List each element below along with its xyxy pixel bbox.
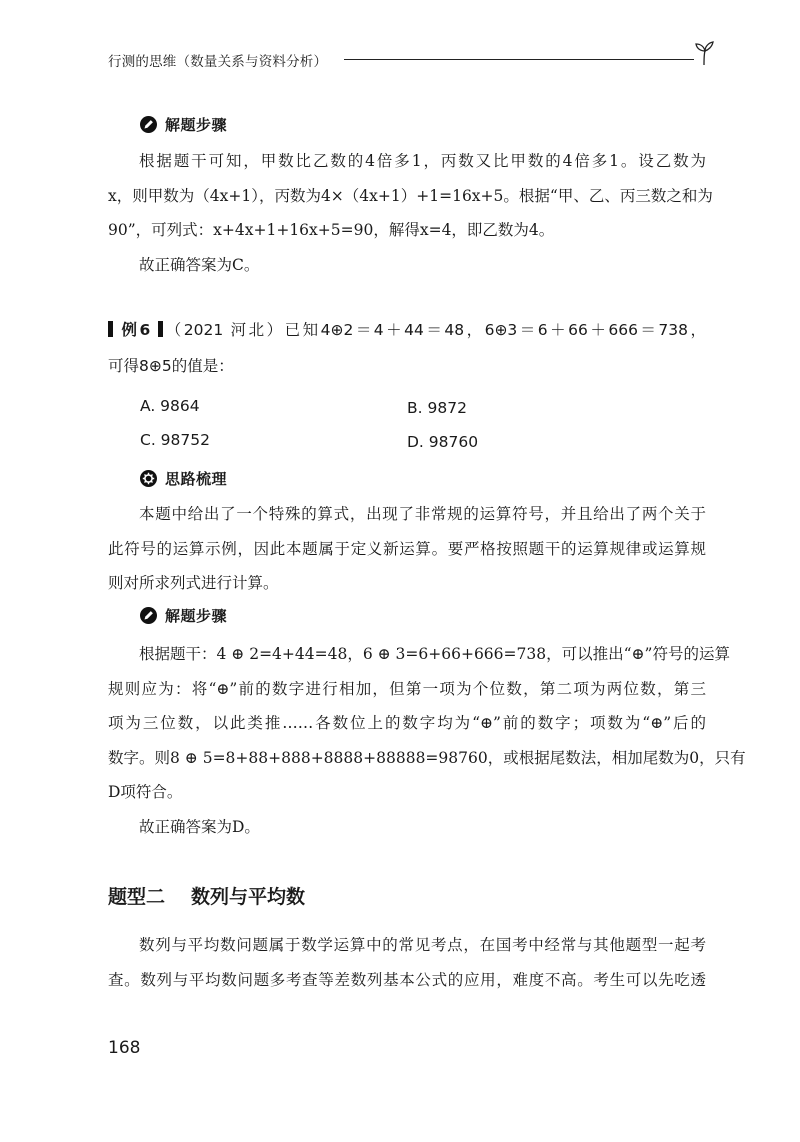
pencil-badge-icon xyxy=(140,607,157,624)
example-label: 例6 xyxy=(119,321,151,339)
section-heading-label: 解题步骤 xyxy=(165,115,228,134)
section-heading-analysis xyxy=(140,467,227,489)
gear-badge-icon xyxy=(140,470,157,487)
analysis-paragraph xyxy=(108,497,706,601)
label-bar xyxy=(108,321,113,337)
section-heading-label: 解题步骤 xyxy=(165,606,228,625)
section-title: 数列与平均数 xyxy=(191,886,306,908)
example-question xyxy=(108,312,706,384)
solution-paragraph xyxy=(108,637,746,844)
paragraph-line: 数字。则8 ⊕ 5=8+88+888+8888+88888=98760，或根据尾数法，相加尾数为0，只有 xyxy=(108,748,746,767)
header-title: 行测的思维（数量关系与资料分析） xyxy=(108,54,328,70)
answer-line: 故正确答案为C。 xyxy=(139,255,260,274)
question-line xyxy=(108,312,706,348)
option-a: A. 9864 xyxy=(140,397,200,415)
paragraph-line: 则对所求列式进行计算。 xyxy=(108,574,279,592)
paragraph-line: 根据题干可知，甲数比乙数的4倍多1，丙数又比甲数的4倍多1。设乙数为 xyxy=(139,152,706,170)
pencil-badge-icon xyxy=(140,116,157,133)
paragraph-line: 根据题干：4 ⊕ 2=4+44=48，6 ⊕ 3=6+66+666=738，可以推出“⊕”符号的运算 xyxy=(139,645,730,663)
section-heading-label: 思路梳理 xyxy=(165,469,228,488)
running-header xyxy=(108,40,718,70)
chapter-section-heading xyxy=(108,882,305,909)
page-number: 168 xyxy=(108,1038,141,1058)
section-heading-steps xyxy=(140,604,227,626)
paragraph-line: 项为三位数，以此类推……各数位上的数字均为“⊕”前的数字；项数为“⊕”后的 xyxy=(108,714,706,732)
option-d: D. 98760 xyxy=(407,433,479,451)
paragraph-line: 本题中给出了一个特殊的算式，出现了非常规的运算符号，并且给出了两个关于 xyxy=(139,505,706,523)
question-line: 可得8⊕5的值是： xyxy=(108,357,234,375)
paragraph-line: 数列与平均数问题属于数学运算中的常见考点，在国考中经常与其他题型一起考 xyxy=(139,936,706,954)
paragraph-line: 规则应为：将“⊕”前的数字进行相加，但第一项为个位数，第二项为两位数，第三 xyxy=(108,679,706,698)
paragraph-line: x，则甲数为（4x+1），丙数为4×（4x+1）+1=16x+5。根据“甲、乙、丙三数之和为 xyxy=(108,186,713,205)
paragraph-line: 此符号的运算示例，因此本题属于定义新运算。要严格按照题干的运算规律或运算规 xyxy=(108,539,706,558)
answer-line: 故正确答案为D。 xyxy=(139,817,260,836)
option-c: C. 98752 xyxy=(140,431,210,449)
question-text: （2021 河北）已知4⊕2＝4＋44＝48，6⊕3＝6＋66＋666＝738， xyxy=(163,321,706,339)
option-b: B. 9872 xyxy=(407,399,467,417)
paragraph-line: D项符合。 xyxy=(108,783,183,801)
section-number: 题型二 xyxy=(108,886,166,908)
section-heading-steps xyxy=(140,113,227,135)
sprout-icon xyxy=(692,40,718,66)
solution-paragraph xyxy=(108,144,713,282)
intro-paragraph xyxy=(108,928,706,997)
header-rule xyxy=(344,59,694,60)
paragraph-line: 90”，可列式：x+4x+1+16x+5=90，解得x=4，即乙数为4。 xyxy=(108,221,555,239)
paragraph-line: 查。数列与平均数问题多考查等差数列基本公式的应用，难度不高。考生可以先吃透 xyxy=(108,970,706,989)
